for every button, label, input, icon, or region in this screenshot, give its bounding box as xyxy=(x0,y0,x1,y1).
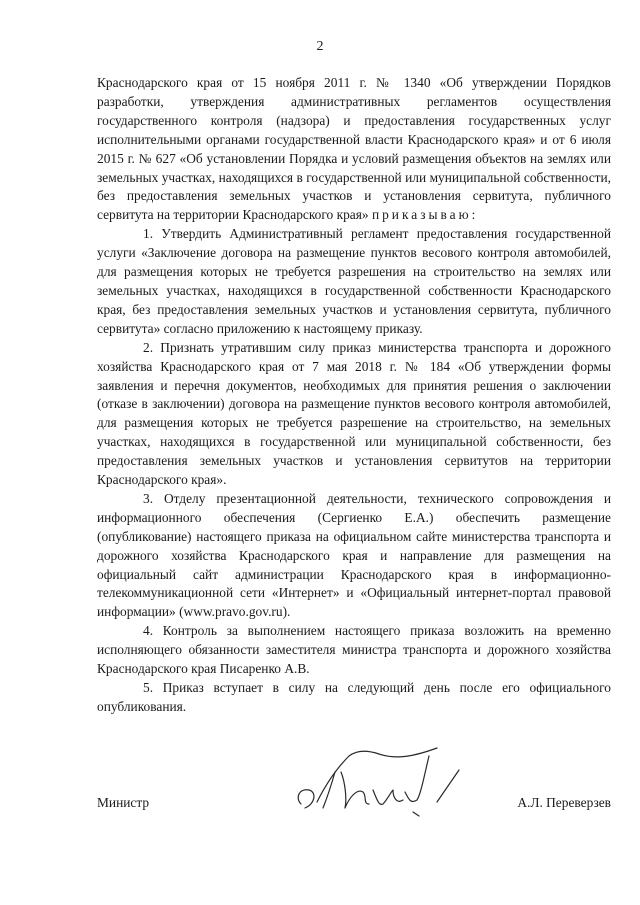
item-4: 4. Контроль за выполнением настоящего приказа возложить на временно исполняющего обязанности заместителя министра транспорта и дорожного хозяйства Краснодарского края Писаренко А.В. xyxy=(97,623,611,677)
intro-text: Краснодарского края от 15 ноября 2011 г. № 1340 «Об утверждении Порядков разработки, утверждения административных регламентов осуществления государственного контроля (надзора) и предоставления государственных услуг исполнительными органами государственной власти Краснодарского края» и от 6 июля 2015 г. № 627 «Об установлении Порядка и условий размещения объектов на землях или земельных участках, находящихся в государственной или муниципальной собственности, без предоставления земельных участков и установления сервитута, публичного сервитута на территории Краснодарского края» xyxy=(97,75,611,223)
signer-name: А.Л. Переверзев xyxy=(517,795,611,810)
signature-block xyxy=(97,790,611,850)
order-word: приказываю: xyxy=(371,207,479,223)
signer-title: Министр xyxy=(97,795,150,810)
item-1: 1. Утвердить Административный регламент предоставления государственной услуги «Заключение договора на размещение пунктов весового контроля автомобилей, для размещения которых не требуется разрешения на строительство на землях или земельных участках, находящихся в государственной собственности Краснодарского края, без предоставления земельных участков и установления сервитута, публичного сервитута» согласно приложению к настоящему приказу. xyxy=(97,226,611,336)
item-5: 5. Приказ вступает в силу на следующий день после его официального опубликования. xyxy=(97,680,611,714)
document-body xyxy=(97,74,611,717)
item-3: 3. Отделу презентационной деятельности, технического сопровождения и информационного обеспечения (Сергиенко Е.А.) обеспечить размещение (опубликование) настоящего приказа на официальном сайте министерства транспорта и дорожного хозяйства Краснодарского края и направление для размещения на официальный сайт администрации Краснодарского края в информационно-телекоммуникационной сети «Интернет» и «Официальный интернет-портал правовой информации» (www.pravo.gov.ru). xyxy=(97,490,611,620)
intro-paragraph xyxy=(97,74,611,225)
item-2: 2. Признать утратившим силу приказ министерства транспорта и дорожного хозяйства Краснодарского края от 7 мая 2018 г. № 184 «Об утверждении формы заявления и перечня документов, необходимых для принятия решения о заключении (отказе в заключении) договора на размещение пунктов весового контроля автомобилей, для размещения которых не требуется разрешение на строительство, на земельных участках, находящихся в государственной или муниципальной собственности, без предоставления земельных участков и установления сервитутов на территории Краснодарского края». xyxy=(97,339,611,488)
handwritten-signature xyxy=(287,742,467,822)
page-number: 2 xyxy=(316,39,324,54)
